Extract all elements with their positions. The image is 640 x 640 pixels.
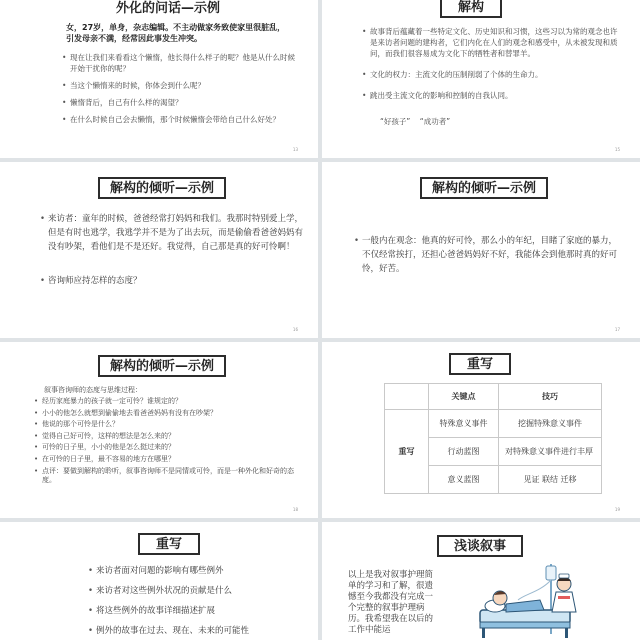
page-number: 16 [292, 327, 298, 332]
table-cell: 对特殊意义事件进行丰厚 [499, 438, 602, 466]
attitude-intro: 叙事咨询师的态度与思维过程： [44, 386, 142, 394]
rewriting-table [384, 383, 602, 494]
slide-rewriting-table [322, 342, 640, 518]
page-number: 19 [614, 507, 620, 512]
slide-title: 解构的倾听—示例 [420, 177, 548, 199]
list-item: • 懒惰背后，自己有什么样的渴望？ [62, 97, 296, 108]
list-item: • 文化的权力：主流文化的压制削弱了个体的生命力。 [362, 69, 624, 80]
page-number: 13 [292, 147, 298, 152]
list-item: • 将这些例外的故事详细描述扩展 [88, 606, 308, 617]
closing-text: 以上是我对叙事护理简单的学习和了解，很遗憾至今我都没有完成一个完整的叙事护理病历。我希望我在以后的工作中能运 [348, 570, 434, 635]
column-header: 技巧 [499, 384, 602, 410]
page-number: 15 [614, 147, 620, 152]
slide-title: 重写 [449, 353, 511, 375]
table-cell: 见证 联结 迁移 [499, 466, 602, 494]
slide-title: 解构 [440, 0, 502, 18]
slide-title: 解构的倾听—示例 [98, 355, 226, 377]
list-item: • 例外的故事在过去、现在、未来的可能性 [88, 626, 308, 637]
inner-view-points [354, 234, 624, 276]
list-item: • 来访者：童年的时候，爸爸经常打妈妈和我们。我那时特别爱上学，但是有时也逃学，我逃学并不是为了出去玩，而是偷偷看爸爸妈妈有没有吵架，看他们是不是还好。我觉得，自己那是真的好可怜啊！ [40, 212, 310, 254]
table-row [385, 410, 602, 438]
page-number: 17 [614, 327, 620, 332]
column-header: 关键点 [429, 384, 499, 410]
list-item: • 点评：要做到解构的聆听，叙事咨询师不是同情或可怜，而是一种外化和好奇的态度。 [34, 467, 306, 486]
case-intro: 女，27岁，单身，杂志编辑。不主动做家务致使家里很脏乱，引发母亲不满，经常因此事发生冲突。 [66, 23, 286, 43]
slide-rewriting-points [0, 522, 318, 640]
table-cell: 行动蓝图 [429, 438, 499, 466]
table-corner [385, 384, 429, 410]
list-item: • 可怜的日子里，小小的他是怎么挺过来的？ [34, 443, 306, 453]
list-item: • 小小的他怎么就想到偷偷地去看爸爸妈妈有没有在吵架？ [34, 409, 306, 419]
slide-title: 解构的倾听—示例 [98, 177, 226, 199]
list-item: • 来访者面对问题的影响有哪些例外 [88, 566, 308, 577]
list-item: • 跳出受主流文化的影响和控制的自我认同。 [362, 90, 624, 101]
list-item: • 现在让我们来看看这个懒惰，他长得什么样子的呢？他是从什么时候开始干扰你的呢？ [62, 52, 296, 74]
deconstruction-points [362, 26, 624, 101]
list-item: • 在什么时候自己会去懒惰，那个时候懒惰会带给自己什么好处？ [62, 114, 296, 125]
slide-externalizing-example [0, 0, 318, 158]
list-item: • 经历家庭暴力的孩子就一定可怜？谁规定的？ [34, 397, 306, 407]
slide-narrative-talk [322, 522, 640, 640]
slide-listening-example-1 [0, 162, 318, 338]
list-item: • 来访者对这些例外状况的贡献是什么 [88, 586, 308, 597]
list-item: • 当这个懒惰来的时候，你体会到什么呢？ [62, 80, 296, 91]
list-item: • 咨询师应持怎样的态度？ [40, 274, 310, 288]
quoted-labels: “好孩子” “成功者” [380, 117, 451, 126]
slide-deconstruction [322, 0, 640, 158]
slide-listening-example-3 [0, 342, 318, 518]
table-cell: 挖掘特殊意义事件 [499, 410, 602, 438]
list-item: • 在可怜的日子里，最不容易的地方在哪里？ [34, 455, 306, 465]
dialogue-points [40, 212, 310, 288]
slide-title: 重写 [138, 533, 200, 555]
table-cell: 特殊意义事件 [429, 410, 499, 438]
table-header-row [385, 384, 602, 410]
nurse-patient-illustration [470, 562, 590, 640]
list-item: • 觉得自己好可怜，这样的想法是怎么来的？ [34, 432, 306, 442]
list-item: • 一般内在观念：他真的好可怜，那么小的年纪，目睹了家庭的暴力，不仅经常挨打，还担心爸爸妈妈好不好，我能体会到他那时真的好可怜，好苦。 [354, 234, 624, 276]
rewriting-bullets [88, 566, 308, 637]
row-label: 重写 [385, 410, 429, 494]
list-item: • 故事背后蕴藏着一些特定文化、历史知识和习惯，这些习以为常的观念也许是来访者问题的建构者，它们内化在人们的观念和感受中，从未被发现和质问，而我们很容易成为文化下的牺牲者和替罪羊。 [362, 26, 624, 59]
question-list [62, 52, 296, 125]
table-cell: 意义蓝图 [429, 466, 499, 494]
slide-title: 外化的问话—示例 [116, 1, 221, 16]
thinking-process-list [34, 397, 306, 486]
list-item: • 他说的那个可怜是什么？ [34, 420, 306, 430]
slide-listening-example-2 [322, 162, 640, 338]
page-number: 18 [292, 507, 298, 512]
slide-title: 浅谈叙事 [437, 535, 523, 557]
